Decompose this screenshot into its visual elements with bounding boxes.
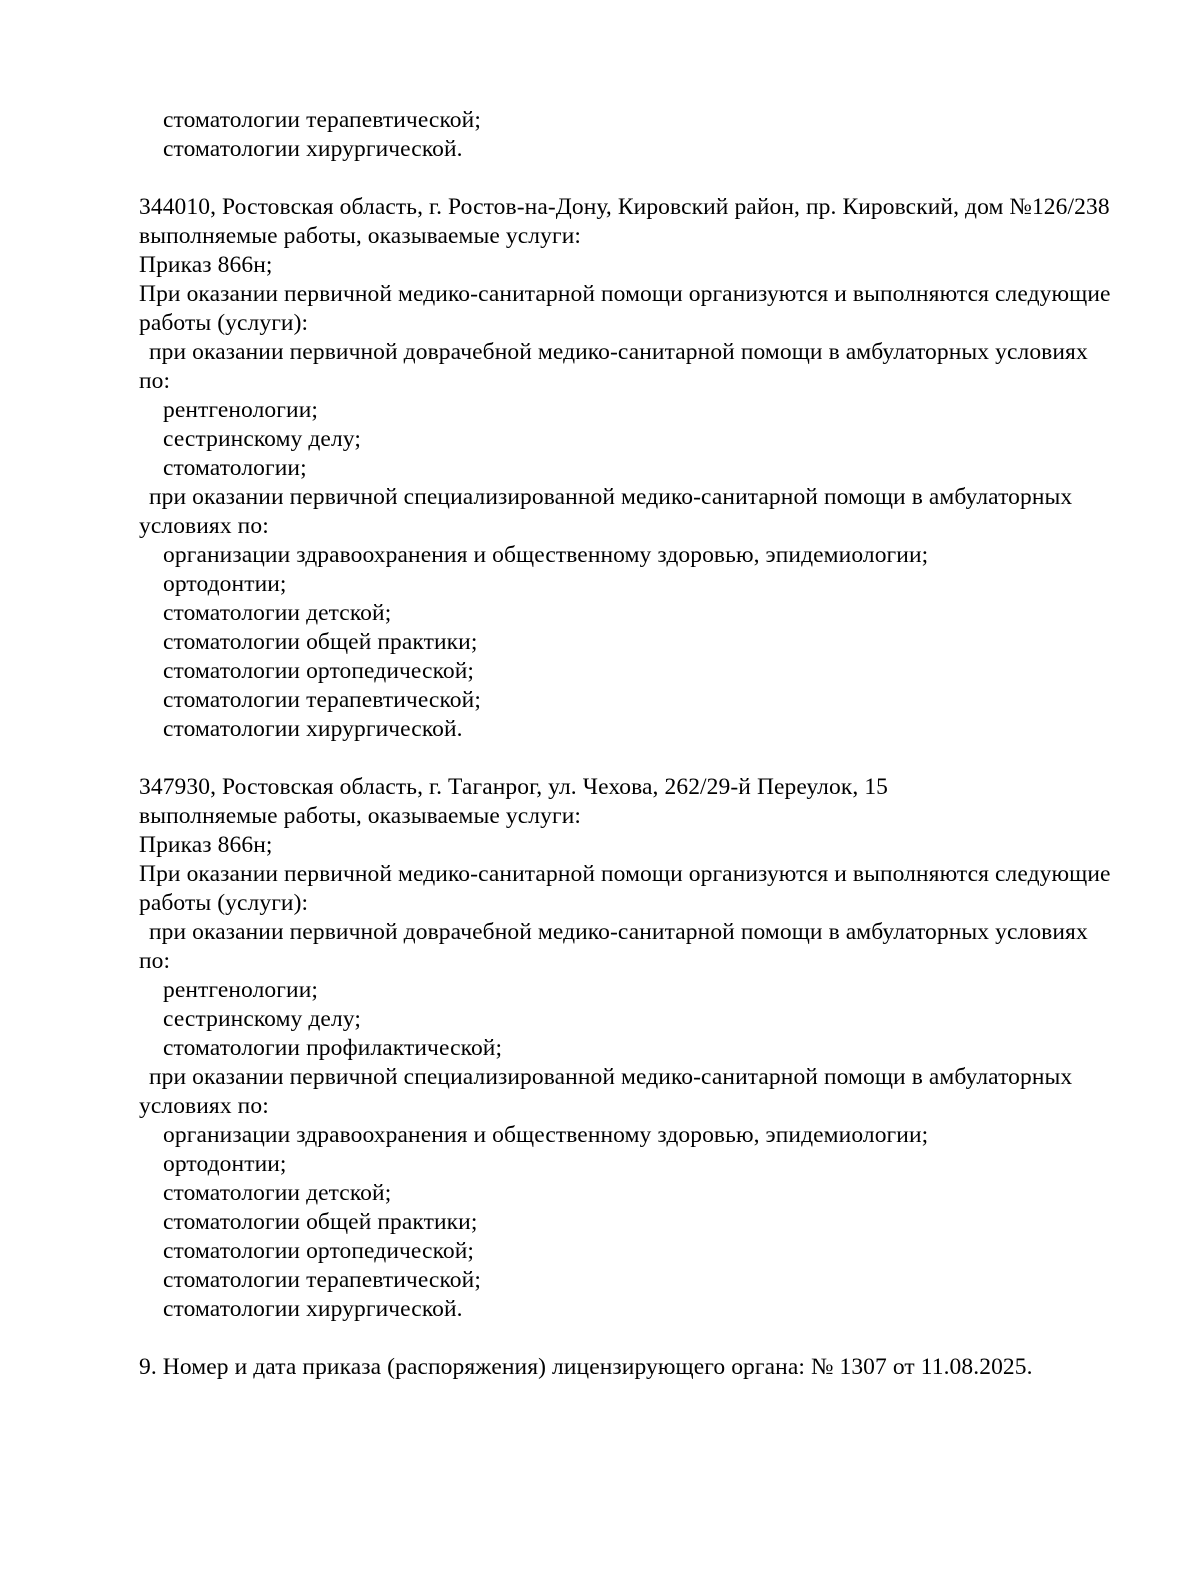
text-line: стоматологии профилактической;: [163, 1035, 503, 1061]
text-line: организации здравоохранения и общественному здоровью, эпидемиологии;: [163, 1122, 929, 1148]
text-line: [139, 1324, 1139, 1353]
text-line: сестринскому делу;: [163, 1006, 361, 1032]
text-line: стоматологии хирургической.: [163, 1296, 463, 1322]
text-line: стоматологии терапевтической;: [163, 107, 481, 133]
text-line: рентгенологии;: [163, 397, 318, 423]
text-line: ортодонтии;: [163, 571, 287, 597]
text-line: стоматологии;: [163, 455, 307, 481]
text-line: при оказании первичной доврачебной медико-санитарной помощи в амбулаторных условиях: [149, 919, 1088, 945]
text-line: 9. Номер и дата приказа (распоряжения) лицензирующего органа: № 1307 от 11.08.2025.: [139, 1354, 1033, 1380]
text-line: работы (услуги):: [139, 890, 309, 916]
text-line: при оказании первичной специализированной медико-санитарной помощи в амбулаторных: [149, 1064, 1073, 1090]
text-line: Приказ 866н;: [139, 832, 273, 858]
text-line: стоматологии терапевтической;: [163, 1267, 481, 1293]
text-line: стоматологии детской;: [163, 1180, 392, 1206]
text-line: организации здравоохранения и общественному здоровью, эпидемиологии;: [163, 542, 929, 568]
text-line: [139, 164, 1139, 193]
text-line: 347930, Ростовская область, г. Таганрог, ул. Чехова, 262/29-й Переулок, 15: [139, 774, 889, 800]
text-line: выполняемые работы, оказываемые услуги:: [139, 803, 582, 829]
text-line: выполняемые работы, оказываемые услуги:: [139, 223, 582, 249]
text-line: по:: [139, 948, 171, 974]
text-line: стоматологии хирургической.: [163, 716, 463, 742]
text-line: 344010, Ростовская область, г. Ростов-на-Дону, Кировский район, пр. Кировский, дом №126/238: [139, 194, 1110, 220]
text-line: условиях по:: [139, 513, 269, 539]
document-body: [139, 106, 1139, 1382]
text-line: стоматологии хирургической.: [163, 136, 463, 162]
text-line: [139, 744, 1139, 773]
text-line: при оказании первичной специализированной медико-санитарной помощи в амбулаторных: [149, 484, 1073, 510]
text-line: работы (услуги):: [139, 310, 309, 336]
text-line: Приказ 866н;: [139, 252, 273, 278]
text-line: ортодонтии;: [163, 1151, 287, 1177]
text-line: стоматологии общей практики;: [163, 1209, 478, 1235]
text-line: стоматологии детской;: [163, 600, 392, 626]
text-line: При оказании первичной медико-санитарной помощи организуются и выполняются следующие: [139, 281, 1111, 307]
text-line: рентгенологии;: [163, 977, 318, 1003]
text-line: при оказании первичной доврачебной медико-санитарной помощи в амбулаторных условиях: [149, 339, 1088, 365]
text-line: стоматологии общей практики;: [163, 629, 478, 655]
text-line: стоматологии ортопедической;: [163, 1238, 475, 1264]
text-line: по:: [139, 368, 171, 394]
text-line: сестринскому делу;: [163, 426, 361, 452]
text-line: стоматологии ортопедической;: [163, 658, 475, 684]
text-line: условиях по:: [139, 1093, 269, 1119]
text-line: При оказании первичной медико-санитарной помощи организуются и выполняются следующие: [139, 861, 1111, 887]
text-line: стоматологии терапевтической;: [163, 687, 481, 713]
